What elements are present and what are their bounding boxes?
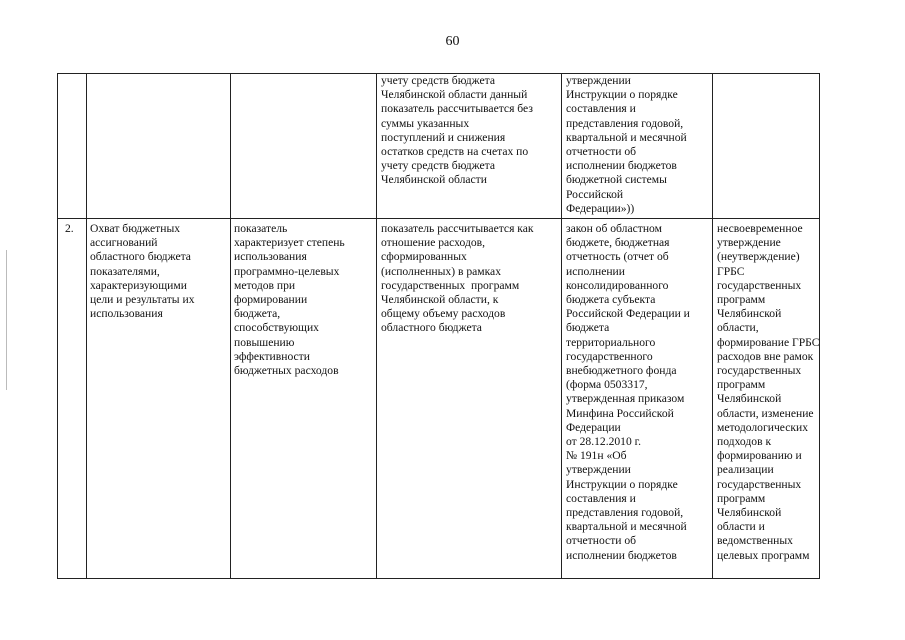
cell-text-line: Челябинской xyxy=(717,392,782,406)
cell-text-line: Российской Федерации и xyxy=(566,307,690,321)
cell-text-line: Охват бюджетных xyxy=(90,222,181,235)
risk-factors-cell xyxy=(717,222,819,563)
calculation-method-cell xyxy=(381,74,533,188)
cell-text-line: остатков средств на счетах по xyxy=(381,145,529,159)
cell-text-line: консолидированного xyxy=(566,278,669,292)
column-divider xyxy=(712,73,713,579)
page-number: 60 xyxy=(445,34,460,49)
cell-text-line: общему объему расходов xyxy=(381,307,506,321)
data-source-cell xyxy=(566,222,690,563)
cell-text-line: ГРБС xyxy=(717,264,745,278)
cell-text-line: области, изменение xyxy=(717,406,814,420)
cell-text-line: Российской xyxy=(566,187,624,201)
cell-text-line: ассигнований xyxy=(90,236,158,250)
indicator-description-cell xyxy=(234,222,345,378)
cell-text-line: бюджета, xyxy=(234,307,281,321)
cell-text-line: № 191н «Об xyxy=(566,449,627,463)
cell-text-line: утверждение xyxy=(717,236,781,250)
column-divider xyxy=(86,73,87,579)
cell-text-line: отчетности об xyxy=(566,145,637,159)
column-divider xyxy=(376,73,377,579)
cell-text-line: формировании xyxy=(234,293,308,307)
column-divider xyxy=(57,73,58,579)
cell-text-line: эффективности xyxy=(234,349,310,363)
cell-text-line: Челябинской области, к xyxy=(381,293,499,307)
cell-text-line: сформированных xyxy=(381,250,467,264)
cell-text-line: утвержденная приказом xyxy=(566,392,685,406)
row-number: 2. xyxy=(65,222,74,235)
cell-text-line: Инструкции о порядке xyxy=(566,477,678,491)
cell-text-line: утверждении xyxy=(566,74,631,87)
cell-text-line: исполнении бюджетов xyxy=(566,159,677,173)
cell-text-line: Федерации xyxy=(566,420,621,434)
cell-text-line: области, xyxy=(717,321,759,335)
cell-text-line: методологических xyxy=(717,420,808,434)
cell-text-line: бюджета субъекта xyxy=(566,293,656,307)
column-divider xyxy=(561,73,562,579)
cell-text-line: Челябинской xyxy=(717,307,782,321)
cell-text-line: от 28.12.2010 г. xyxy=(566,435,642,449)
cell-text-line: учету средств бюджета xyxy=(381,159,496,173)
cell-text-line: Челябинской области xyxy=(381,173,487,187)
cell-text-line: цели и результаты их xyxy=(90,293,195,307)
row-divider xyxy=(57,218,820,219)
cell-text-line: отношение расходов, xyxy=(381,236,486,250)
cell-text-line: программ xyxy=(717,491,766,505)
cell-text-line: реализации xyxy=(717,463,774,477)
column-divider xyxy=(230,73,231,579)
data-source-cell xyxy=(566,74,687,216)
cell-text-line: использования xyxy=(234,250,307,264)
cell-text-line: исполнении xyxy=(566,264,625,278)
cell-text-line: способствующих xyxy=(234,321,319,335)
cell-text-line: использования xyxy=(90,307,163,321)
cell-text-line: квартальной и месячной xyxy=(566,520,687,534)
indicator-table xyxy=(57,73,820,579)
cell-text-line: бюджетных расходов xyxy=(234,364,339,378)
cell-text-line: формированию и xyxy=(717,449,802,463)
cell-text-line: внебюджетного фонда xyxy=(566,364,677,378)
cell-text-line: закон об областном xyxy=(566,222,662,235)
cell-text-line: государственных xyxy=(717,477,802,491)
cell-text-line: характеризует степень xyxy=(234,236,345,250)
cell-text-line: суммы указанных xyxy=(381,116,470,130)
scan-edge-mark xyxy=(6,250,7,390)
cell-text-line: методов при xyxy=(234,278,296,292)
cell-text-line: областного бюджета xyxy=(90,250,191,264)
cell-text-line: Челябинской области данный xyxy=(381,88,528,102)
cell-text-line: несвоевременное xyxy=(717,222,803,235)
cell-text-line: Челябинской xyxy=(717,506,782,520)
cell-text-line: государственных xyxy=(717,364,802,378)
cell-text-line: представления годовой, xyxy=(566,506,684,520)
cell-text-line: программ xyxy=(717,293,766,307)
cell-text-line: подходов к xyxy=(717,435,772,449)
cell-text-line: показатель рассчитывается без xyxy=(381,102,533,116)
cell-text-line: исполнении бюджетов xyxy=(566,548,677,562)
cell-text-line: Федерации»)) xyxy=(566,201,635,215)
cell-text-line: расходов вне рамок xyxy=(717,349,814,363)
cell-text-line: целевых программ xyxy=(717,548,810,562)
cell-text-line: показателями, xyxy=(90,264,160,278)
cell-text-line: квартальной и месячной xyxy=(566,130,687,144)
cell-text-line: территориального xyxy=(566,335,656,349)
cell-text-line: характеризующими xyxy=(90,278,187,292)
cell-text-line: отчетности об xyxy=(566,534,637,548)
cell-text-line: государственного xyxy=(566,349,653,363)
cell-text-line: бюджетной системы xyxy=(566,173,667,187)
cell-text-line: Минфина Российской xyxy=(566,406,674,420)
cell-text-line: государственных программ xyxy=(381,278,520,292)
cell-text-line: утверждении xyxy=(566,463,631,477)
cell-text-line: государственных xyxy=(717,278,802,292)
table-border-bottom xyxy=(57,578,820,579)
cell-text-line: (исполненных) в рамках xyxy=(381,264,502,278)
cell-text-line: отчетность (отчет об xyxy=(566,250,669,264)
cell-text-line: (форма 0503317, xyxy=(566,378,648,392)
cell-text-line: составления и xyxy=(566,491,636,505)
cell-text-line: программно-целевых xyxy=(234,264,340,278)
cell-text-line: составления и xyxy=(566,102,636,116)
cell-text-line: учету средств бюджета xyxy=(381,74,496,87)
cell-text-line: областного бюджета xyxy=(381,321,482,335)
cell-text-line: (неутверждение) xyxy=(717,250,800,264)
cell-text-line: Инструкции о порядке xyxy=(566,88,678,102)
cell-text-line: повышению xyxy=(234,335,295,349)
cell-text-line: ведомственных xyxy=(717,534,793,548)
indicator-name-cell xyxy=(90,222,195,321)
cell-text-line: поступлений и снижения xyxy=(381,130,506,144)
cell-text-line: представления годовой, xyxy=(566,116,684,130)
cell-text-line: бюджете, бюджетная xyxy=(566,236,670,250)
cell-text-line: области и xyxy=(717,520,765,534)
cell-text-line: бюджета xyxy=(566,321,610,335)
calculation-method-cell xyxy=(381,222,534,336)
cell-text-line: программ xyxy=(717,378,766,392)
cell-text-line: показатель xyxy=(234,222,288,235)
cell-text-line: формирование ГРБС xyxy=(717,335,820,349)
cell-text-line: показатель рассчитывается как xyxy=(381,222,534,235)
